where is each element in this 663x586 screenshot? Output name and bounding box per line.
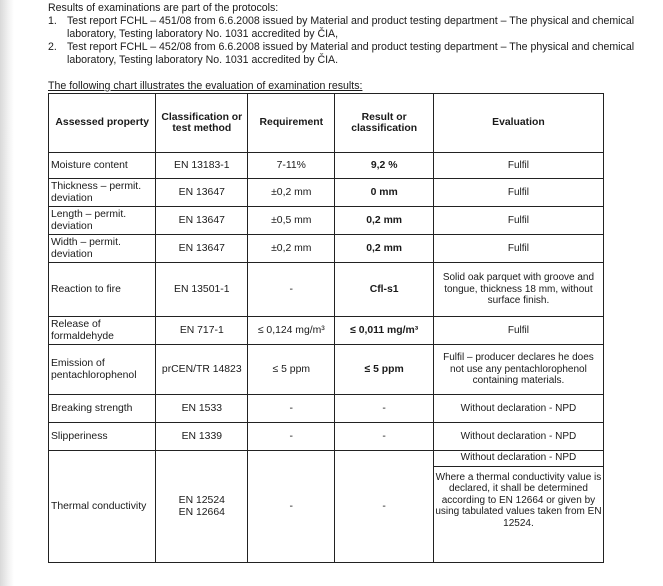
cell-result: - <box>335 423 433 451</box>
cell-evaluation <box>433 451 603 563</box>
header-requirement: Requirement <box>248 94 335 153</box>
cell-property: Width – permit. deviation <box>49 235 156 263</box>
cell-result: 0,2 mm <box>335 235 433 263</box>
header-evaluation: Evaluation <box>433 94 603 153</box>
cell-requirement: ±0,2 mm <box>248 179 335 207</box>
chart-caption: The following chart illustrates the evaluation of examination results: <box>48 80 363 92</box>
table-row <box>49 317 604 345</box>
cell-evaluation: Fulfil <box>433 179 603 207</box>
table-row <box>49 395 604 423</box>
cell-property: Slipperiness <box>49 423 156 451</box>
cell-result: 9,2 % <box>335 153 433 179</box>
cell-method: prCEN/TR 14823 <box>156 345 248 395</box>
cell-result: ≤ 5 ppm <box>335 345 433 395</box>
cell-requirement: ≤ 5 ppm <box>248 345 335 395</box>
cell-evaluation: Fulfil <box>433 153 603 179</box>
cell-method: EN 13647 <box>156 235 248 263</box>
table-row <box>49 207 604 235</box>
table-row <box>49 345 604 395</box>
cell-property: Reaction to fire <box>49 263 156 317</box>
cell-requirement: ≤ 0,124 mg/m³ <box>248 317 335 345</box>
cell-method: EN 1533 <box>156 395 248 423</box>
cell-method: EN 13501-1 <box>156 263 248 317</box>
scan-page-edge <box>0 0 14 586</box>
cell-method: EN 13183-1 <box>156 153 248 179</box>
reference-number: 2. <box>48 41 57 53</box>
header-test-method: Classification or test method <box>156 94 248 153</box>
cell-evaluation: Fulfil <box>433 317 603 345</box>
cell-requirement: - <box>248 423 335 451</box>
table-row <box>49 235 604 263</box>
cell-result: 0 mm <box>335 179 433 207</box>
evaluation-split <box>434 451 603 529</box>
cell-evaluation: Fulfil <box>433 207 603 235</box>
cell-property: Release of formaldehyde <box>49 317 156 345</box>
cell-property: Breaking strength <box>49 395 156 423</box>
cell-requirement: ±0,5 mm <box>248 207 335 235</box>
reference-text: Test report FCHL – 451/08 from 6.6.2008 issued by Material and product testing department – The physical and chemical laboratory, Testing laboratory No. 1031 accredited by ČIA, <box>67 15 635 40</box>
cell-result: 0,2 mm <box>335 207 433 235</box>
cell-method: EN 13647 <box>156 207 248 235</box>
evaluation-declaration: Without declaration - NPD <box>434 451 603 467</box>
cell-requirement: - <box>248 395 335 423</box>
table-row <box>49 179 604 207</box>
cell-evaluation: Without declaration - NPD <box>433 423 603 451</box>
evaluation-note: Where a thermal conductivity value is declared, it shall be determined according to EN 12664 or given by using tabulated values taken from EN 12524. <box>435 471 602 529</box>
cell-property: Moisture content <box>49 153 156 179</box>
cell-property: Emission of pentachlorophenol <box>49 345 156 395</box>
cell-requirement: - <box>248 263 335 317</box>
table-row <box>49 153 604 179</box>
cell-property: Thermal conductivity <box>49 451 156 563</box>
cell-requirement: 7-11% <box>248 153 335 179</box>
cell-method: EN 1339 <box>156 423 248 451</box>
cell-evaluation: Without declaration - NPD <box>433 395 603 423</box>
intro-section <box>48 2 648 67</box>
reference-item <box>48 41 648 67</box>
cell-result: ≤ 0,011 mg/m³ <box>335 317 433 345</box>
cell-method: EN 13647 <box>156 179 248 207</box>
evaluation-table <box>48 93 604 563</box>
header-result: Result or classification <box>335 94 433 153</box>
cell-requirement: - <box>248 451 335 563</box>
reference-item <box>48 15 648 41</box>
table-row <box>49 263 604 317</box>
cell-result: - <box>335 395 433 423</box>
reference-text: Test report FCHL – 452/08 from 6.6.2008 issued by Material and product testing department – The physical and chemical laboratory, Testing laboratory No. 1031 accredited by ČIA. <box>67 41 635 66</box>
cell-result: - <box>335 451 433 563</box>
table-header-row <box>49 94 604 153</box>
header-assessed-property: Assessed property <box>49 94 156 153</box>
cell-requirement: ±0,2 mm <box>248 235 335 263</box>
cell-method: EN 12524 EN 12664 <box>156 451 248 563</box>
table-row <box>49 423 604 451</box>
cell-method: EN 717-1 <box>156 317 248 345</box>
cell-result: Cfl-s1 <box>335 263 433 317</box>
cell-evaluation: Fulfil – producer declares he does not use any pentachlorophenol containing materials. <box>433 345 603 395</box>
cell-property: Length – permit. deviation <box>49 207 156 235</box>
cell-property: Thickness – permit. deviation <box>49 179 156 207</box>
intro-line: Results of examinations are part of the protocols: <box>48 2 279 14</box>
cell-evaluation: Solid oak parquet with groove and tongue, thickness 18 mm, without surface finish. <box>433 263 603 317</box>
cell-evaluation: Fulfil <box>433 235 603 263</box>
table-row <box>49 451 604 563</box>
reference-number: 1. <box>48 15 57 27</box>
